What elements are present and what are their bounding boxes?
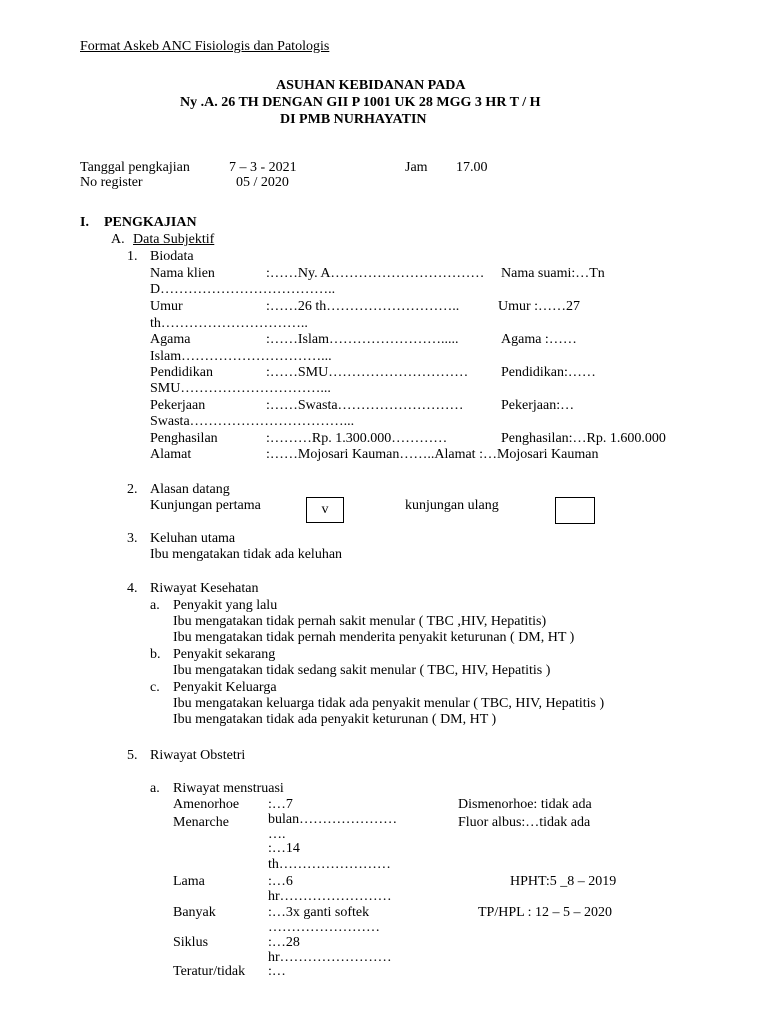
list-letter: c. <box>150 680 160 695</box>
biodata-value: :………Rp. 1.300.000………… <box>266 431 448 446</box>
list-letter: a. <box>150 781 160 796</box>
biodata-wrap: D……………………………….. <box>150 282 336 297</box>
biodata-suami: Pendidikan:…… <box>501 365 596 380</box>
biodata-suami: Umur :……27 <box>498 299 581 314</box>
list-item-line: Ibu mengatakan tidak pernah menderita penyakit keturunan ( DM, HT ) <box>173 630 575 645</box>
biodata-value: :……SMU………………………… <box>266 365 469 380</box>
list-item-line: Ibu mengatakan tidak ada penyakit keturunan ( DM, HT ) <box>173 712 497 727</box>
biodata-value: :……Mojosari Kauman……..Alamat :…Mojosari Kauman <box>266 447 599 462</box>
keluhan-text: Ibu mengatakan tidak ada keluhan <box>150 547 343 562</box>
subsection-letter: A. <box>111 232 125 247</box>
lama-value: :…6 <box>268 874 293 889</box>
title-line-1: ASUHAN KEBIDANAN PADA <box>276 78 466 93</box>
siklus-value: :…28 <box>268 935 300 950</box>
riwayat-kesehatan-number: 4. <box>127 581 138 596</box>
biodata-label: Pendidikan <box>150 365 213 380</box>
list-item-line: Ibu mengatakan tidak pernah sakit menular ( TBC ,HIV, Hepatitis) <box>173 614 547 629</box>
keluhan-number: 3. <box>127 531 138 546</box>
biodata-suami: Nama suami:…Tn <box>501 266 605 281</box>
teratur-label: Teratur/tidak <box>173 964 246 979</box>
amenorhoe-label: Amenorhoe <box>173 797 240 812</box>
document-header: Format Askeb ANC Fisiologis dan Patologis <box>80 39 330 54</box>
kunjungan-ulang-checkbox[interactable] <box>555 497 595 524</box>
list-letter: b. <box>150 647 161 662</box>
list-item-line: Ibu mengatakan keluarga tidak ada penyakit menular ( TBC, HIV, Hepatitis ) <box>173 696 605 711</box>
tphpl-value: TP/HPL : 12 – 5 – 2020 <box>478 905 613 920</box>
jam-label: Jam <box>405 160 428 175</box>
biodata-value: :……Islam……………………..... <box>266 332 459 347</box>
riwayat-obstetri-number: 5. <box>127 748 138 763</box>
riwayat-kesehatan-title: Riwayat Kesehatan <box>150 581 259 596</box>
biodata-wrap: Swasta……………………………... <box>150 414 355 429</box>
biodata-label: Penghasilan <box>150 431 218 446</box>
biodata-wrap: SMU…………………………... <box>150 381 331 396</box>
subsection-title: Data Subjektif <box>133 232 215 247</box>
biodata-label: Nama klien <box>150 266 215 281</box>
list-item-title: Penyakit yang lalu <box>173 598 278 613</box>
register-label: No register <box>80 175 143 190</box>
tanggal-value: 7 – 3 - 2021 <box>229 160 297 175</box>
biodata-wrap: Islam…………………………... <box>150 349 332 364</box>
kunjungan-ulang-label: kunjungan ulang <box>405 498 499 513</box>
biodata-label: Alamat <box>150 447 192 462</box>
list-item-title: Penyakit Keluarga <box>173 680 277 695</box>
banyak-value: :…3x ganti softek <box>268 905 370 920</box>
siklus-label: Siklus <box>173 935 209 950</box>
amenorhoe-dots: …. <box>268 827 286 842</box>
list-item-title: Penyakit sekarang <box>173 647 276 662</box>
lama-unit: hr…………………… <box>268 889 392 904</box>
section-number: I. <box>80 215 89 230</box>
biodata-value: :……26 th……………………….. <box>266 299 460 314</box>
menarche-unit: th…………………… <box>268 857 391 872</box>
teratur-value: :… <box>268 964 286 979</box>
biodata-value: :……Ny. A…………………………… <box>266 266 485 281</box>
biodata-label: Umur <box>150 299 183 314</box>
banyak-label: Banyak <box>173 905 216 920</box>
biodata-value: :……Swasta……………………… <box>266 398 464 413</box>
list-item-line: Ibu mengatakan tidak sedang sakit menular ( TBC, HIV, Hepatitis ) <box>173 663 551 678</box>
biodata-wrap: th………………………….. <box>150 316 308 331</box>
title-line-2: Ny .A. 26 TH DENGAN GII P 1001 UK 28 MGG 3 HR T / H <box>180 95 541 110</box>
kunjungan-pertama-checkbox[interactable] <box>306 497 344 523</box>
alasan-title: Alasan datang <box>150 482 230 497</box>
biodata-suami: Pekerjaan:… <box>501 398 575 413</box>
biodata-suami: Penghasilan:…Rp. 1.600.000 <box>501 431 666 446</box>
riwayat-obstetri-title: Riwayat Obstetri <box>150 748 246 763</box>
amenorhoe-value: :…7 <box>268 797 293 812</box>
list-letter: a. <box>150 598 160 613</box>
tanggal-label: Tanggal pengkajian <box>80 160 190 175</box>
register-value: 05 / 2020 <box>236 175 289 190</box>
biodata-title: Biodata <box>150 249 194 264</box>
jam-value: 17.00 <box>456 160 488 175</box>
lama-label: Lama <box>173 874 205 889</box>
section-title: PENGKAJIAN <box>104 215 197 230</box>
keluhan-title: Keluhan utama <box>150 531 236 546</box>
biodata-number: 1. <box>127 249 138 264</box>
title-line-3: DI PMB NURHAYATIN <box>280 112 427 127</box>
alasan-number: 2. <box>127 482 138 497</box>
menstruasi-title: Riwayat menstruasi <box>173 781 284 796</box>
hpht-value: HPHT:5 _8 – 2019 <box>510 874 617 889</box>
siklus-unit: hr…………………… <box>268 950 392 965</box>
banyak-dots: …………………… <box>268 920 380 935</box>
kunjungan-pertama-label: Kunjungan pertama <box>150 498 261 513</box>
biodata-suami: Agama :…… <box>501 332 577 347</box>
menarche-value: :…14 <box>268 841 300 856</box>
biodata-label: Pekerjaan <box>150 398 206 413</box>
biodata-label: Agama <box>150 332 191 347</box>
fluor-value: Fluor albus:…tidak ada <box>458 815 591 830</box>
check-mark: v <box>321 502 329 517</box>
amenorhoe-unit: bulan………………… <box>268 812 398 827</box>
menarche-label: Menarche <box>173 815 229 830</box>
dismenorhoe-value: Dismenorhoe: tidak ada <box>458 797 592 812</box>
